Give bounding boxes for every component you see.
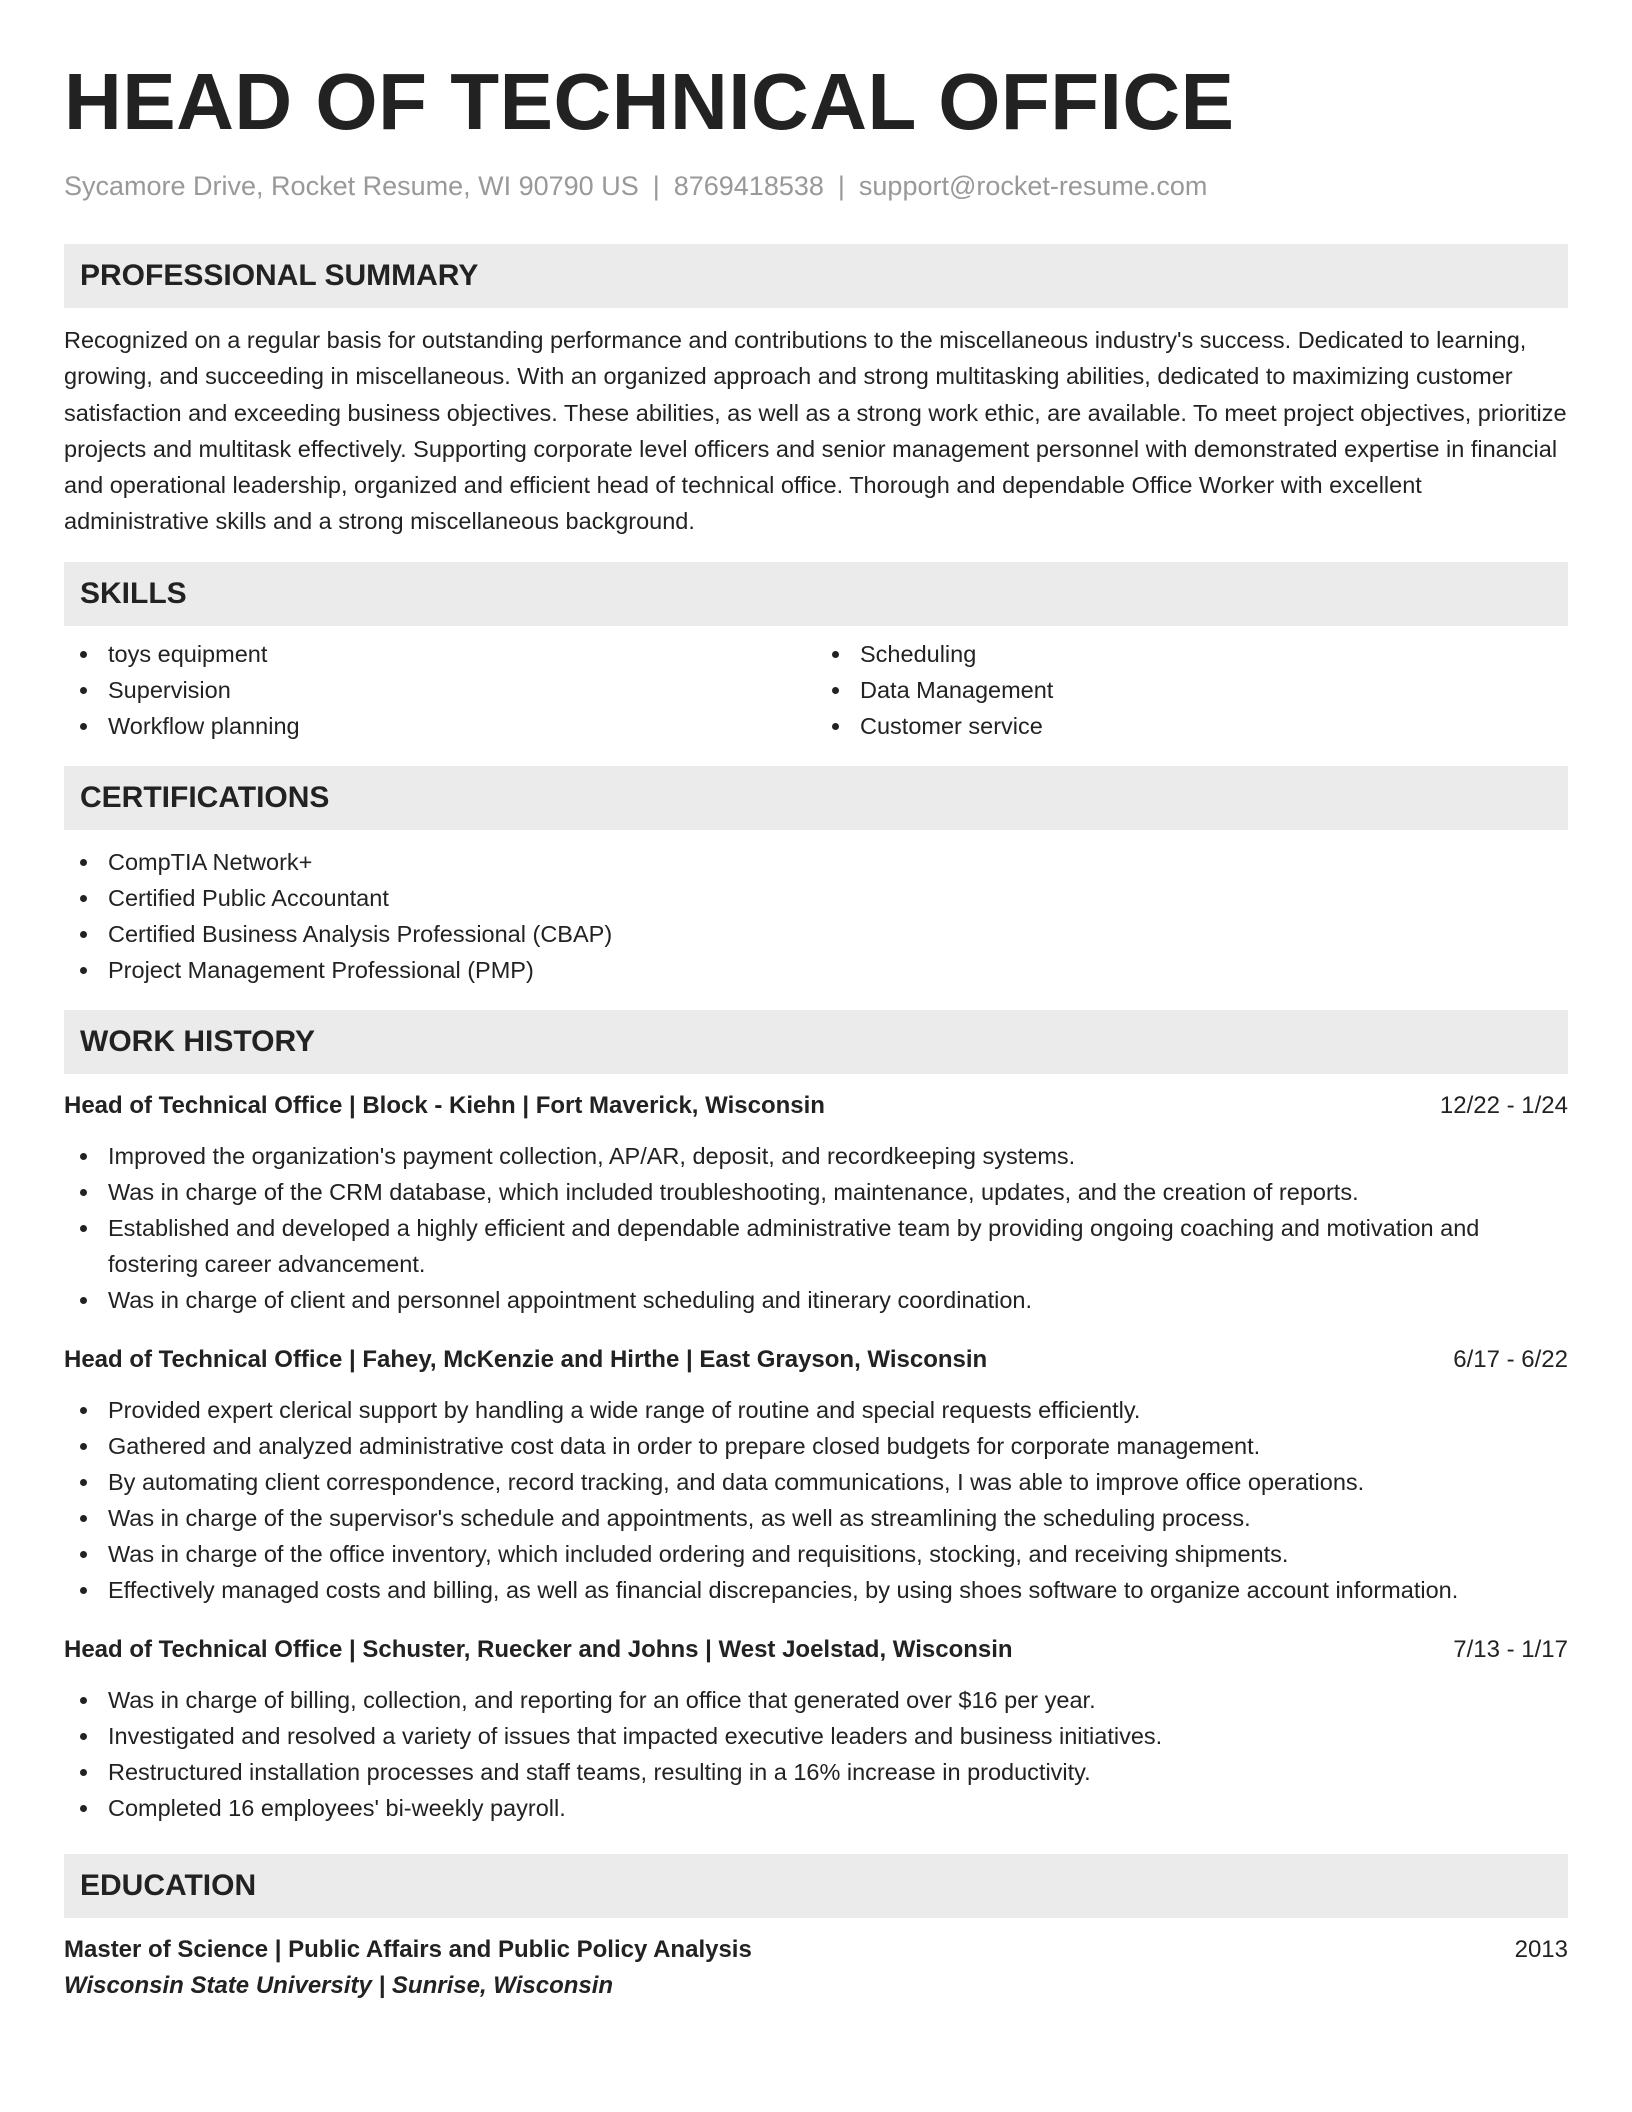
list-item: [64, 672, 816, 708]
section-header-skills: SKILLS: [64, 562, 1568, 626]
list-item: [64, 1500, 1568, 1536]
contact-separator: |: [837, 171, 845, 201]
bullet-icon: [80, 967, 87, 974]
list-item: [64, 1718, 1568, 1754]
list-item: [816, 672, 1568, 708]
job-title: Head of Technical Office | Schuster, Ruecker and Johns | West Joelstad, Wisconsin: [64, 1635, 1013, 1663]
job-header: [64, 1342, 1568, 1378]
certifications-list: [64, 844, 1568, 988]
list-item: [64, 1790, 1568, 1826]
job-dates: 12/22 - 1/24: [1439, 1091, 1568, 1119]
section-header-work-history: WORK HISTORY: [64, 1010, 1568, 1074]
contact-phone: 8769418538: [673, 171, 824, 201]
bullet-icon: [832, 723, 839, 730]
list-item: [64, 636, 816, 672]
contact-address: Sycamore Drive, Rocket Resume, WI 90790 US: [64, 171, 639, 201]
list-item: [64, 880, 1568, 916]
bullet-icon: [80, 1697, 87, 1704]
skills-list-right: [816, 636, 1568, 744]
summary-text: Recognized on a regular basis for outstanding performance and contributions to the miscellaneous industry's success. Dedicated to learning, growing, and succeeding in miscellaneous. With an organized approach and strong multitasking abilities, dedicated to maximizing customer satisfaction and exceeding business objectives. These abilities, as well as a strong work ethic, are available. To meet project objectives, prioritize projects and multitask effectively. Supporting corporate level officers and senior management personnel with demonstrated expertise in financial and operational leadership, organized and efficient head of technical office. Thorough and dependable Office Worker with excellent administrative skills and a strong miscellaneous background.: [64, 327, 1567, 535]
list-item: [64, 1210, 1568, 1282]
list-item: [64, 916, 1568, 952]
bullet-icon: [80, 931, 87, 938]
section-header-summary: PROFESSIONAL SUMMARY: [64, 244, 1568, 308]
job-header: [64, 1088, 1568, 1124]
resume-name: HEAD OF TECHNICAL OFFICE: [64, 57, 1235, 146]
certification-text: CompTIA Network+: [108, 848, 313, 875]
bullet-icon: [80, 687, 87, 694]
bullet-text: Was in charge of billing, collection, and reporting for an office that generated over $16 per year.: [108, 1686, 1096, 1713]
bullet-icon: [832, 687, 839, 694]
certification-text: Project Management Professional (PMP): [108, 956, 534, 983]
list-item: [64, 1682, 1568, 1718]
bullet-text: Improved the organization's payment collection, AP/AR, deposit, and recordkeeping systems.: [108, 1142, 1076, 1169]
contact-line: [64, 166, 1568, 206]
skill-text: Workflow planning: [108, 712, 300, 739]
job-title: Head of Technical Office | Block - Kiehn | Fort Maverick, Wisconsin: [64, 1091, 825, 1119]
list-item: [64, 952, 1568, 988]
job-bullets: [64, 1682, 1568, 1826]
bullet-icon: [80, 1805, 87, 1812]
bullet-text: Was in charge of client and personnel appointment scheduling and itinerary coordination.: [108, 1286, 1033, 1313]
bullet-text: Established and developed a highly efficient and dependable administrative team by providing ongoing coaching and motivation and fostering career advancement.: [108, 1214, 1480, 1277]
bullet-icon: [80, 1551, 87, 1558]
job-entry: [64, 1342, 1568, 1608]
list-item: [64, 1282, 1568, 1318]
bullet-text: Provided expert clerical support by handling a wide range of routine and special requests efficiently.: [108, 1396, 1141, 1423]
skill-text: toys equipment: [108, 640, 268, 667]
list-item: [64, 1174, 1568, 1210]
bullet-icon: [80, 1479, 87, 1486]
list-item: [64, 1754, 1568, 1790]
bullet-icon: [80, 1587, 87, 1594]
bullet-text: Investigated and resolved a variety of issues that impacted executive leaders and business initiatives.: [108, 1722, 1163, 1749]
skills-grid: [64, 626, 1568, 744]
contact-separator: |: [652, 171, 660, 201]
section-header-certifications: CERTIFICATIONS: [64, 766, 1568, 830]
bullet-icon: [80, 859, 87, 866]
bullet-text: By automating client correspondence, record tracking, and data communications, I was able to improve office operations.: [108, 1468, 1365, 1495]
section-header-education: EDUCATION: [64, 1854, 1568, 1918]
job-dates: 6/17 - 6/22: [1453, 1345, 1568, 1373]
bullet-icon: [80, 651, 87, 658]
education-school: Wisconsin State University | Sunrise, Wisconsin: [64, 1971, 614, 1999]
bullet-text: Was in charge of the CRM database, which included troubleshooting, maintenance, updates, and the creation of reports.: [108, 1178, 1359, 1205]
education-year: 2013: [1514, 1935, 1568, 1963]
job-entry: [64, 1632, 1568, 1826]
bullet-text: Was in charge of the office inventory, which included ordering and requisitions, stocking, and receiving shipments.: [108, 1540, 1289, 1567]
bullet-icon: [80, 723, 87, 730]
job-title: Head of Technical Office | Fahey, McKenzie and Hirthe | East Grayson, Wisconsin: [64, 1345, 988, 1373]
skill-text: Scheduling: [860, 640, 977, 667]
bullet-icon: [80, 1443, 87, 1450]
certification-text: Certified Business Analysis Professional (CBAP): [108, 920, 613, 947]
skill-text: Customer service: [860, 712, 1043, 739]
bullet-icon: [80, 1297, 87, 1304]
job-entry: [64, 1088, 1568, 1318]
list-item: [64, 1572, 1568, 1608]
bullet-icon: [80, 895, 87, 902]
list-item: [64, 1138, 1568, 1174]
bullet-text: Gathered and analyzed administrative cost data in order to prepare closed budgets for corporate management.: [108, 1432, 1261, 1459]
bullet-icon: [80, 1153, 87, 1160]
list-item: [64, 1464, 1568, 1500]
bullet-text: Effectively managed costs and billing, as well as financial discrepancies, by using shoes software to organize account information.: [108, 1576, 1459, 1603]
list-item: [816, 708, 1568, 744]
job-header: [64, 1632, 1568, 1668]
bullet-icon: [80, 1769, 87, 1776]
bullet-icon: [80, 1407, 87, 1414]
education-entry: [64, 1932, 1568, 2004]
list-item: [64, 708, 816, 744]
skill-text: Data Management: [860, 676, 1054, 703]
bullet-text: Restructured installation processes and staff teams, resulting in a 16% increase in productivity.: [108, 1758, 1091, 1785]
bullet-icon: [80, 1733, 87, 1740]
job-dates: 7/13 - 1/17: [1453, 1635, 1568, 1663]
bullet-text: Completed 16 employees' bi-weekly payroll.: [108, 1794, 566, 1821]
education-degree: Master of Science | Public Affairs and Public Policy Analysis: [64, 1935, 752, 1963]
contact-email: support@rocket-resume.com: [858, 171, 1208, 201]
bullet-icon: [80, 1189, 87, 1196]
list-item: [64, 1428, 1568, 1464]
bullet-icon: [832, 651, 839, 658]
education-header: [64, 1932, 1568, 1968]
job-bullets: [64, 1138, 1568, 1318]
skills-list-left: [64, 636, 816, 744]
bullet-text: Was in charge of the supervisor's schedule and appointments, as well as streamlining the scheduling process.: [108, 1504, 1251, 1531]
list-item: [64, 1392, 1568, 1428]
skill-text: Supervision: [108, 676, 231, 703]
certification-text: Certified Public Accountant: [108, 884, 389, 911]
list-item: [64, 1536, 1568, 1572]
job-bullets: [64, 1392, 1568, 1608]
list-item: [64, 844, 1568, 880]
list-item: [816, 636, 1568, 672]
bullet-icon: [80, 1225, 87, 1232]
bullet-icon: [80, 1515, 87, 1522]
